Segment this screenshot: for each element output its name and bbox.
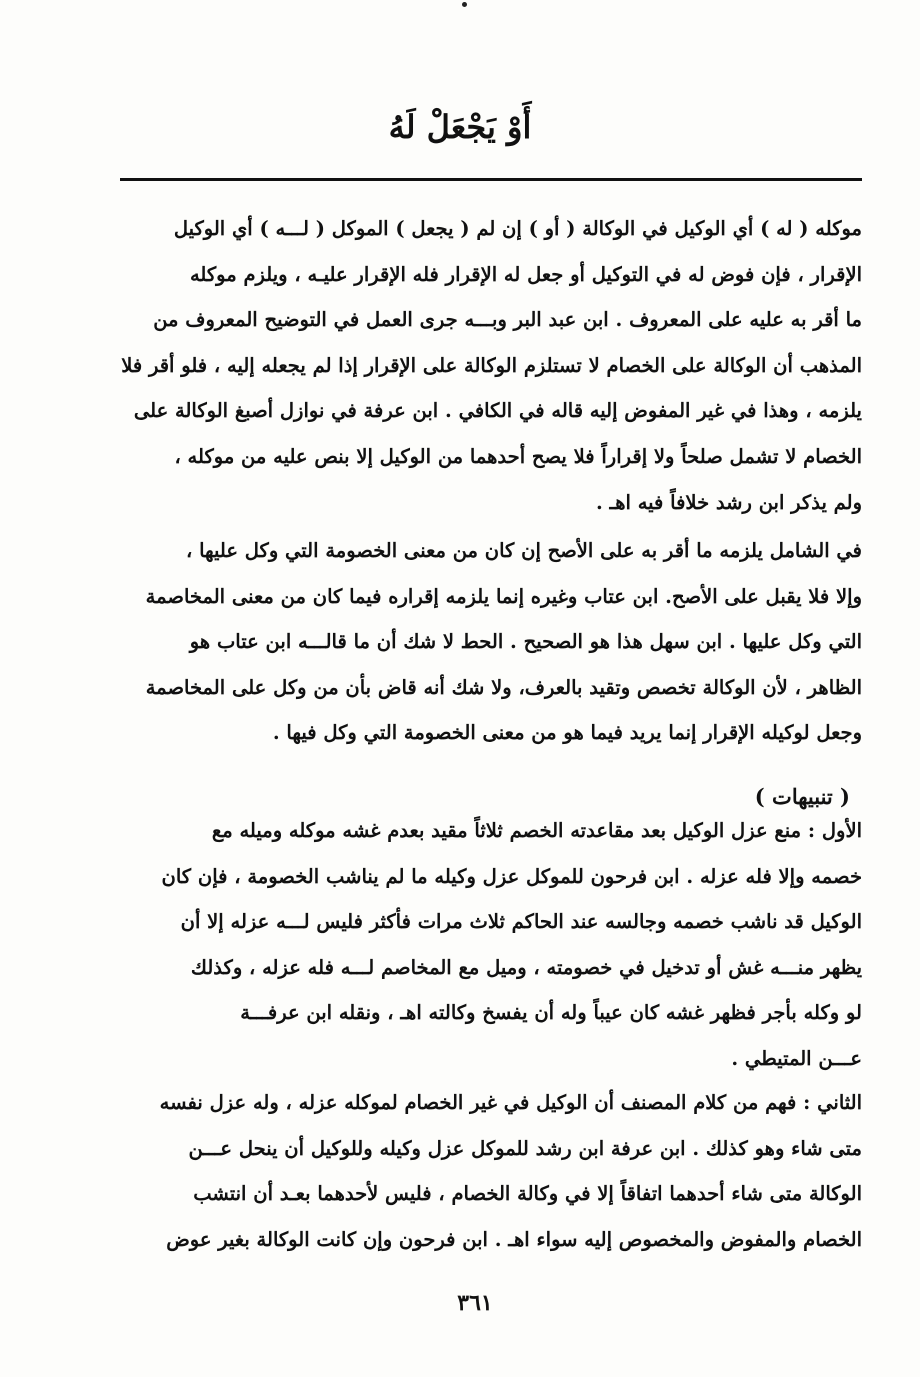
paragraph-3	[108, 808, 862, 1082]
text-line: خصمه وإلا فله عزله . ابن فرحون للموكل عزل وكيله ما لم يناشب الخصومة ، فإن كان	[161, 864, 862, 888]
text-line: الظاهر ، لأن الوكالة تخصص وتقيد بالعرف، ولا شك أنه قاض بأن من وكل على المخاصمة	[145, 675, 862, 699]
top-dot	[462, 2, 467, 7]
text-line: الوكيل قد ناشب خصمه وجالسه عند الحاكم ثلاث مرات فأكثر فليس لـــه عزله إلا أن	[180, 910, 862, 934]
text-line: ولم يذكر ابن رشد خلافاً فيه اهـ .	[595, 490, 862, 514]
text-line: المذهب أن الوكالة على الخصام لا تستلزم الوكالة على الإقرار إذا لم يجعله إليه ، فلو أقر فلا	[121, 353, 862, 377]
paragraph-2	[108, 528, 862, 756]
text-line: لو وكله بأجر فظهر غشه كان عيباً وله أن يفسخ وكالته اهـ ، ونقله ابن عرفـــة	[240, 1001, 862, 1025]
text-line: ما أقر به عليه على المعروف . ابن عبد البر وبـــه جرى العمل في التوضيح المعروف من	[153, 308, 862, 332]
page-heading: أَوْ يَجْعَلْ لَهُ	[388, 108, 532, 146]
text-line: متى شاء وهو كذلك . ابن عرفة ابن رشد للموكل عزل وكيله وللوكيل أن ينحل عـــن	[188, 1136, 862, 1160]
text-line: الأول : منع عزل الوكيل بعد مقاعدته الخصم ثلاثاً مقيد بعدم غشه موكله وميله مع	[211, 819, 862, 842]
page-number: ٣٦١	[457, 1290, 493, 1316]
text-line: يظهر منـــه غش أو تدخيل في خصومته ، وميل مع المخاصم لـــه فله عزله ، وكذلك	[190, 955, 862, 979]
text-line: الخصام والمفوض والمخصوص إليه سواء اهـ . ابن فرحون وإن كانت الوكالة بغير عوض	[166, 1227, 862, 1251]
section-subheading: ( تنبيهات )	[754, 784, 850, 809]
text-line: عـــن المتيطي .	[731, 1046, 862, 1070]
text-line: الإقرار ، فإن فوض له في التوكيل أو جعل له الإقرار فله الإقرار عليـه ، ويلزم موكله	[189, 262, 862, 286]
paragraph-4	[108, 1080, 862, 1262]
paragraph-1	[108, 206, 862, 525]
text-line: يلزمه ، وهذا في غير المفوض إليه قاله في الكافي . ابن عرفة في نوازل أصبغ الوكالة على	[133, 399, 862, 423]
text-line: الخصام لا تشمل صلحاً ولا إقراراً فلا يصح أحدهما من الوكيل إلا بنص عليه من موكله ،	[174, 444, 862, 468]
text-line: الثاني : فهم من كلام المصنف أن الوكيل في غير الخصام لموكله عزله ، وله عزل نفسه	[159, 1091, 862, 1114]
text-line: الوكالة متى شاء أحدهما اتفاقاً إلا في وكالة الخصام ، فليس لأحدهما بعـد أن انتشب	[193, 1182, 862, 1206]
heading-rule	[120, 178, 862, 181]
text-line: موكله ( له ) أي الوكيل في الوكالة ( أو ) إن لم ( يجعل ) الموكل ( لـــه ) أي الوكيل	[173, 217, 862, 240]
text-line: في الشامل يلزمه ما أقر به على الأصح إن كان من معنى الخصومة التي وكل عليها ،	[186, 539, 862, 562]
text-line: التي وكل عليها . ابن سهل هذا هو الصحيح . الحط لا شك أن ما قالـــه ابن عتاب هو	[189, 630, 862, 654]
text-line: وإلا فلا يقبل على الأصح. ابن عتاب وغيره إنما يلزمه إقراره فيما كان من معنى المخاصمة	[145, 584, 862, 608]
text-line: وجعل لوكيله الإقرار إنما يريد فيما هو من معنى الخصومة التي وكل فيها .	[272, 721, 862, 745]
